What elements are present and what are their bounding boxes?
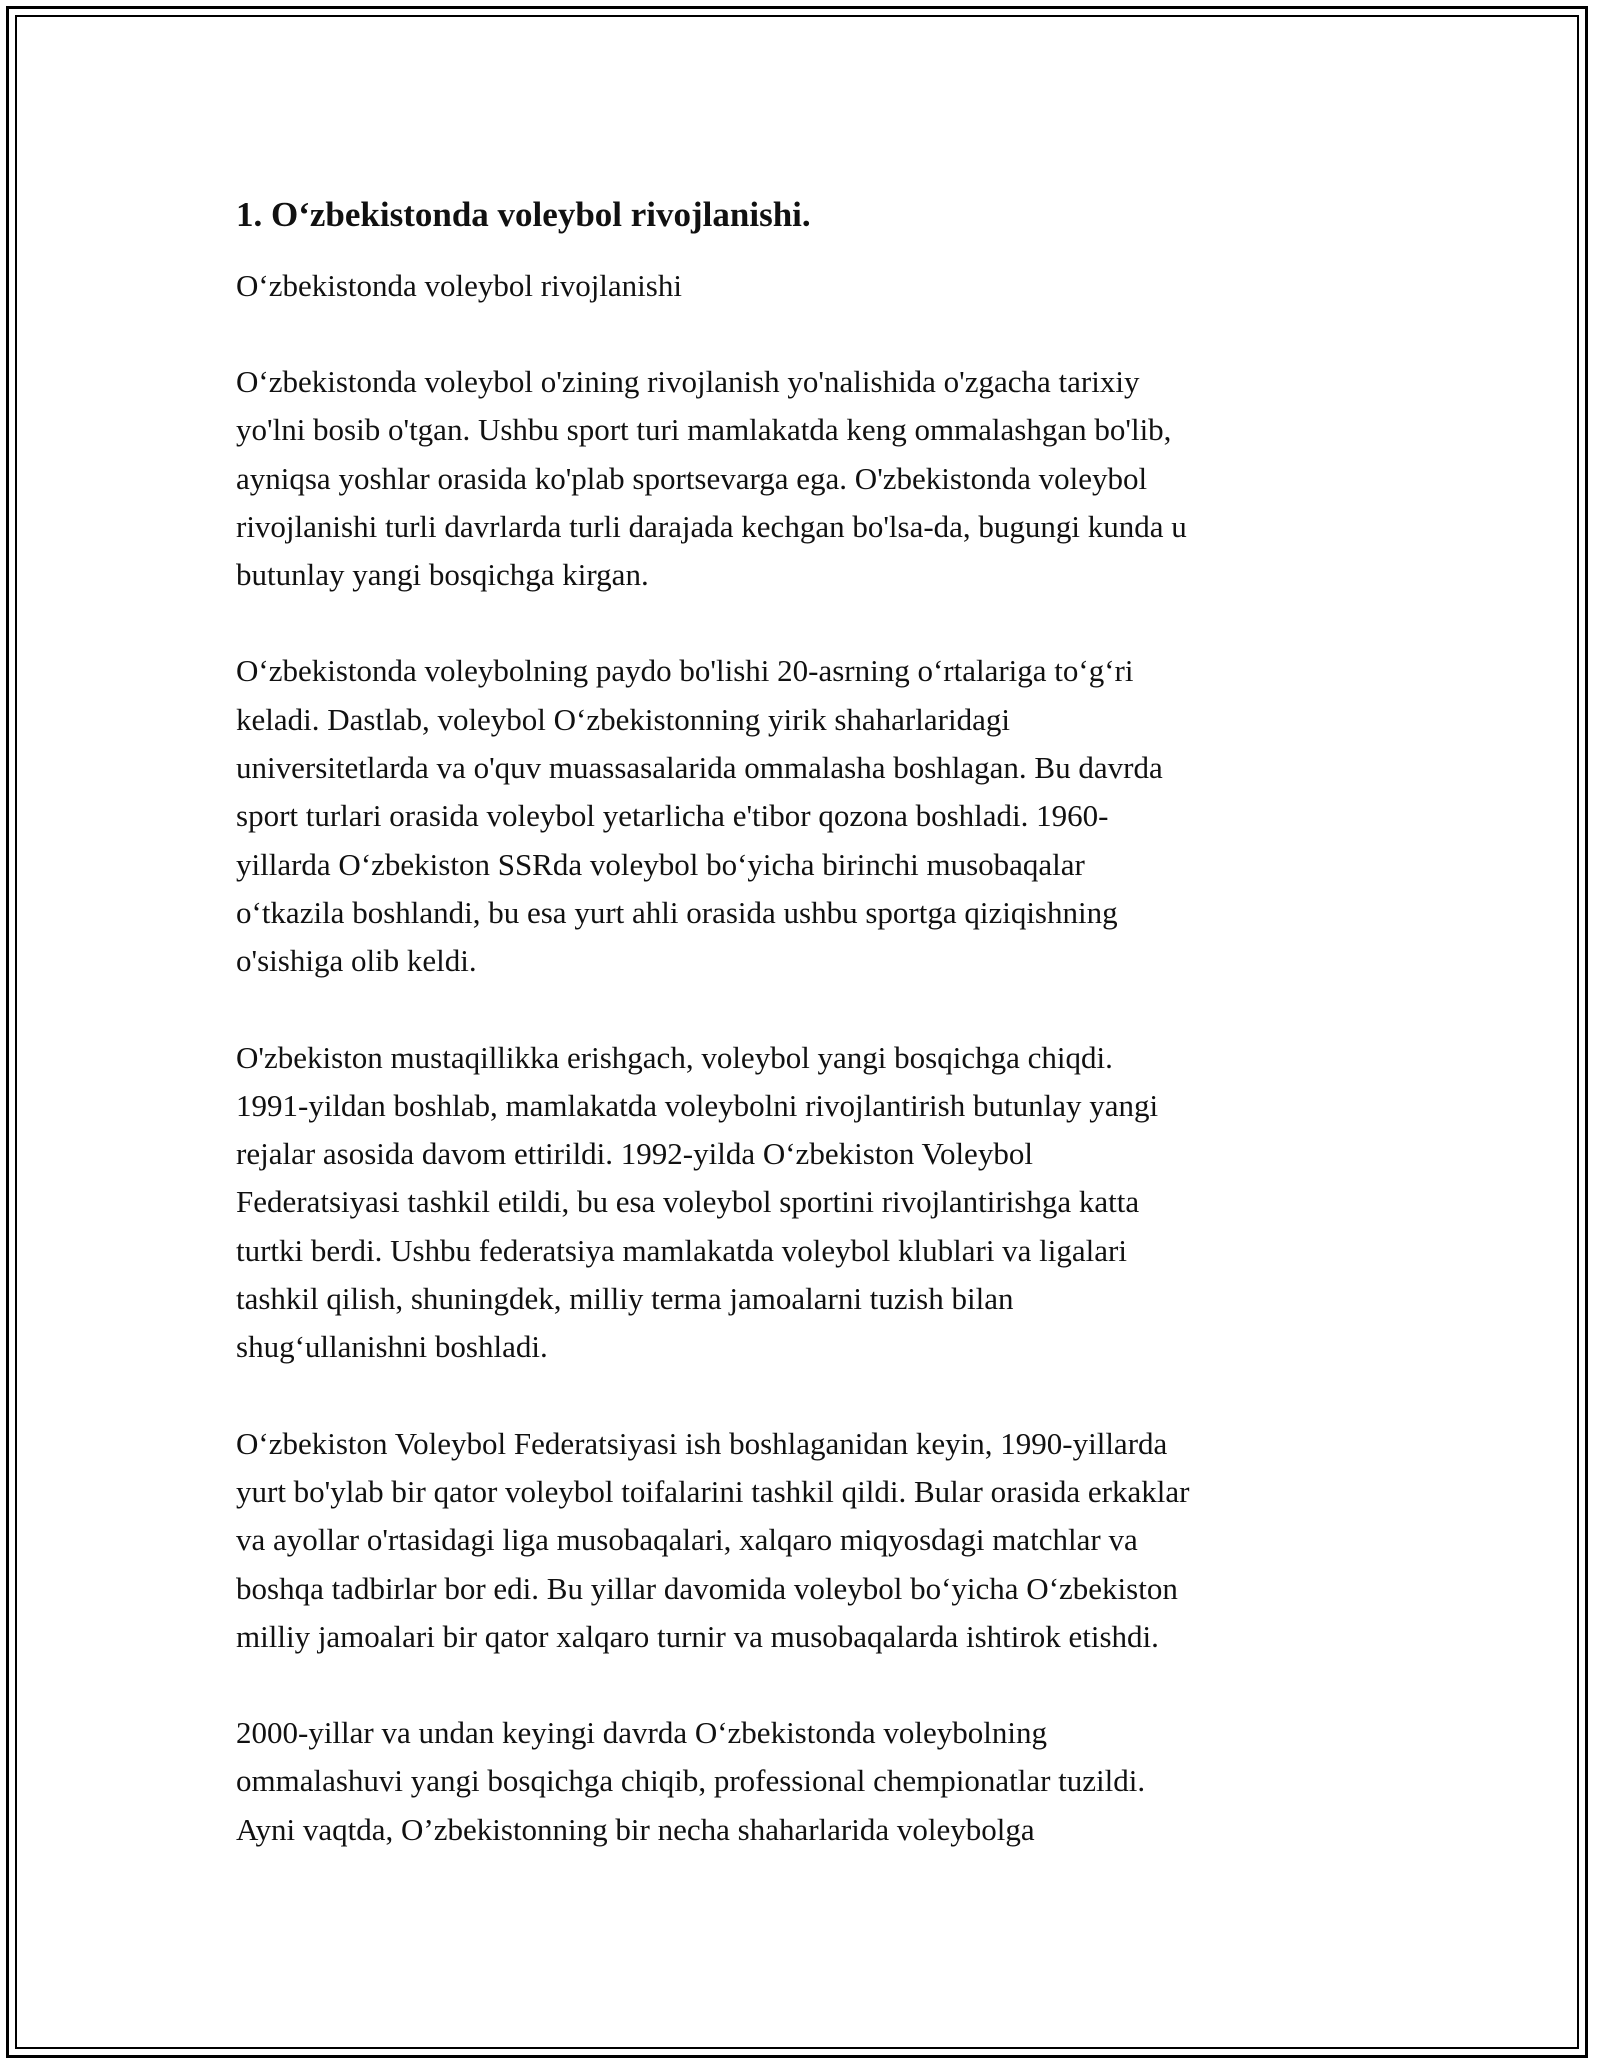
paragraph-line: o'sishiga olib keldi. — [236, 943, 477, 979]
section-heading: 1. O‘zbekistonda voleybol rivojlanishi. — [236, 195, 811, 234]
paragraph-line: 2000-yillar va undan keyingi davrda O‘zbekistonda voleybolning — [236, 1715, 1047, 1751]
paragraph-line: boshqa tadbirlar bor edi. Bu yillar davomida voleybol bo‘yicha O‘zbekiston — [236, 1570, 1178, 1606]
paragraph-line: rejalar asosida davom ettirildi. 1992-yilda O‘zbekiston Voleybol — [236, 1136, 1033, 1172]
document-body — [236, 190, 1376, 1902]
paragraph-line: ayniqsa yoshlar orasida ko'plab sportsevarga ega. O'zbekistonda voleybol — [236, 460, 1148, 496]
paragraph-line: tashkil qilish, shuningdek, milliy terma jamoalarni tuzish bilan — [236, 1281, 1014, 1317]
paragraph-line: O‘zbekiston Voleybol Federatsiyasi ish boshlaganidan keyin, 1990-yillarda — [236, 1425, 1168, 1461]
paragraph-line: shug‘ullanishni boshladi. — [236, 1329, 548, 1365]
paragraph-line: turtki berdi. Ushbu federatsiya mamlakatda voleybol klublari va ligalari — [236, 1232, 1127, 1268]
paragraph — [236, 1420, 1376, 1661]
paragraph — [236, 1034, 1376, 1372]
paragraph-line: yillarda O‘zbekiston SSRda voleybol bo‘yicha birinchi musobaqalar — [236, 846, 1085, 882]
paragraph — [236, 1709, 1376, 1854]
paragraph-line: 1991-yildan boshlab, mamlakatda voleybolni rivojlantirish butunlay yangi — [236, 1087, 1159, 1123]
paragraph-line: o‘tkazila boshlandi, bu esa yurt ahli orasida ushbu sportga qiziqishning — [236, 894, 1118, 930]
paragraph-line: O'zbekiston mustaqillikka erishgach, voleybol yangi bosqichga chiqdi. — [236, 1039, 1113, 1075]
paragraph — [236, 647, 1376, 985]
paragraph-line: O‘zbekistonda voleybol o'zining rivojlanish yo'nalishida o'zgacha tarixiy — [236, 364, 1140, 399]
paragraph-line: O‘zbekistonda voleybolning paydo bo'lishi 20-asrning o‘rtalariga to‘g‘ri — [236, 653, 1134, 689]
paragraph-line: yurt bo'ylab bir qator voleybol toifalarini tashkil qildi. Bular orasida erkaklar — [236, 1473, 1190, 1509]
paragraph-line: keladi. Dastlab, voleybol O‘zbekistonning yirik shaharlaridagi — [236, 701, 1010, 737]
paragraph — [236, 358, 1376, 599]
paragraph-line: sport turlari orasida voleybol yetarlicha e'tibor qozona boshladi. 1960- — [236, 798, 1109, 834]
paragraph-line: universitetlarda va o'quv muassasalarida ommalasha boshlagan. Bu davrda — [236, 750, 1163, 786]
paragraph-line: ommalashuvi yangi bosqichga chiqib, professional chempionatlar tuzildi. — [236, 1763, 1146, 1799]
paragraph-line: rivojlanishi turli davrlarda turli darajada kechgan bo'lsa-da, bugungi kunda u — [236, 508, 1187, 544]
paragraph-line: Ayni vaqtda, O’zbekistonning bir necha shaharlarida voleybolga — [236, 1811, 1035, 1847]
section-subtitle: O‘zbekistonda voleybol rivojlanishi — [236, 268, 682, 303]
paragraph-list — [236, 358, 1376, 1854]
paragraph-line: yo'lni bosib o'tgan. Ushbu sport turi mamlakatda keng ommalashgan bo'lib, — [236, 412, 1172, 448]
paragraph-line: Federatsiyasi tashkil etildi, bu esa voleybol sportini rivojlantirishga katta — [236, 1184, 1140, 1220]
paragraph-line: va ayollar o'rtasidagi liga musobaqalari, xalqaro miqyosdagi matchlar va — [236, 1522, 1138, 1558]
paragraph-line: milliy jamoalari bir qator xalqaro turnir va musobaqalarda ishtirok etishdi. — [236, 1618, 1159, 1654]
paragraph-line: butunlay yangi bosqichga kirgan. — [236, 557, 649, 593]
